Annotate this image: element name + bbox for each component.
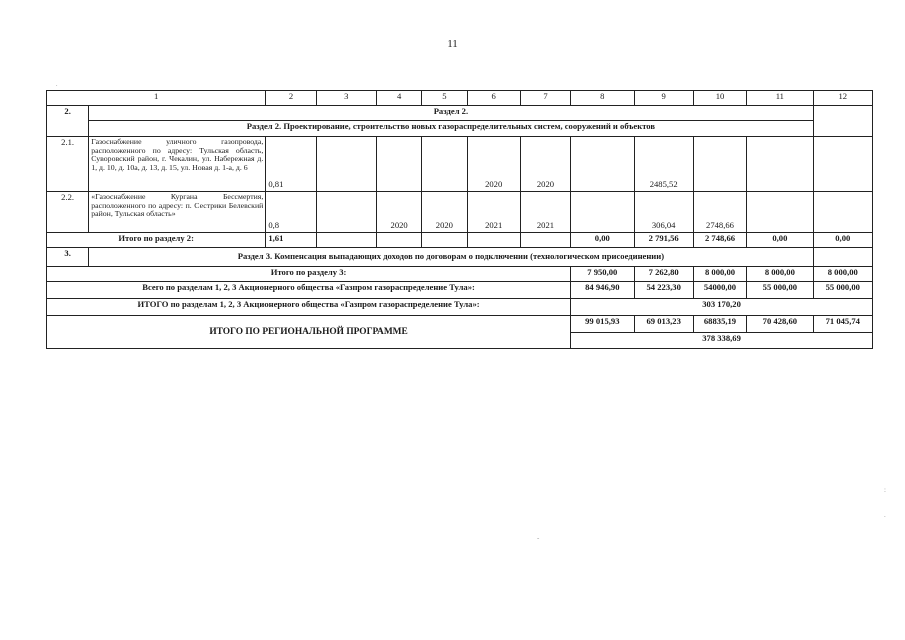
sections-123-grand-total-value: 303 170,20 xyxy=(571,299,873,316)
col-header-1: 1 xyxy=(47,91,266,106)
section-2-total-col-10: 2 748,66 xyxy=(693,233,746,248)
section-3-number: 3. xyxy=(47,248,89,267)
row-col-11 xyxy=(747,137,813,192)
sections-123-total-col-8: 84 946,90 xyxy=(571,282,634,299)
sections-123-total-row xyxy=(47,282,873,299)
row-col-9: 306,04 xyxy=(634,192,693,233)
section-2-total-col-9: 2 791,56 xyxy=(634,233,693,248)
row-description: «Газоснабжение Кургана Бессмертия, расположенного по адресу: п. Сестрики Белевский район, Тульская область» xyxy=(89,192,266,233)
section-2-row xyxy=(47,106,873,121)
col-header-11: 11 xyxy=(747,91,813,106)
row-length: 0,8 xyxy=(266,192,316,233)
sections-123-grand-total-row xyxy=(47,299,873,316)
page-number: 11 xyxy=(447,38,458,50)
section-2-subtitle: Раздел 2. Проектирование, строительство новых газораспределительных систем, сооружений и объектов xyxy=(89,121,813,137)
col-header-6: 6 xyxy=(467,91,520,106)
scan-mark: : xyxy=(884,486,886,494)
section-2-number: 2. xyxy=(47,106,89,137)
row-col-7: 2021 xyxy=(520,192,570,233)
section-3-total-row xyxy=(47,267,873,282)
sections-123-total-col-12: 55 000,00 xyxy=(813,282,872,299)
section-3-total-col-12: 8 000,00 xyxy=(813,267,872,282)
row-description: Газоснабжение уличного газопровода, расположенного по адресу: Тульская область, Суворовский район, г. Чекалин, ул. Набережная д. 1, д. 10, д. 10а, д. 13, д. 15, ул. Новая д. 1-а, д. 6 xyxy=(89,137,266,192)
row-col-11 xyxy=(747,192,813,233)
row-col-10: 2748,66 xyxy=(693,192,746,233)
empty-cell xyxy=(376,233,421,248)
section-2-title: Раздел 2. xyxy=(89,106,813,121)
empty-cell xyxy=(422,233,467,248)
empty-cell xyxy=(467,233,520,248)
sections-123-grand-total-label: ИТОГО по разделам 1, 2, 3 Акционерного общества «Газпром газораспределение Тула»: xyxy=(47,299,571,316)
regional-program-total-label: ИТОГО ПО РЕГИОНАЛЬНОЙ ПРОГРАММЕ xyxy=(47,316,571,349)
col-header-10: 10 xyxy=(693,91,746,106)
empty-cell xyxy=(813,248,872,267)
row-col-10 xyxy=(693,137,746,192)
col-header-8: 8 xyxy=(571,91,634,106)
regional-total-col-9: 69 013,23 xyxy=(634,316,693,333)
col-header-9: 9 xyxy=(634,91,693,106)
row-col-12 xyxy=(813,137,872,192)
row-col-9: 2485,52 xyxy=(634,137,693,192)
table-row xyxy=(47,137,873,192)
section-3-total-label: Итого по разделу 3: xyxy=(47,267,571,282)
section-2-total-label: Итого по разделу 2: xyxy=(47,233,266,248)
row-col-7: 2020 xyxy=(520,137,570,192)
row-col-8 xyxy=(571,192,634,233)
regional-total-col-11: 70 428,60 xyxy=(747,316,813,333)
col-header-3: 3 xyxy=(316,91,376,106)
empty-cell xyxy=(520,233,570,248)
section-2-total-col-12: 0,00 xyxy=(813,233,872,248)
col-header-7: 7 xyxy=(520,91,570,106)
section-2-total-col-8: 0,00 xyxy=(571,233,634,248)
section-3-total-col-11: 8 000,00 xyxy=(747,267,813,282)
col-header-2: 2 xyxy=(266,91,316,106)
section-3-title: Раздел 3. Компенсация выпадающих доходов по договорам о подключении (технологическом присоединении) xyxy=(89,248,813,267)
section-2-subtitle-row xyxy=(47,121,873,137)
section-3-total-col-8: 7 950,00 xyxy=(571,267,634,282)
regional-program-total-row xyxy=(47,316,873,333)
row-col-5: 2020 xyxy=(422,192,467,233)
scan-mark: . xyxy=(884,511,886,519)
scan-mark: . xyxy=(56,82,58,88)
section-3-row xyxy=(47,248,873,267)
section-2-total-col-11: 0,00 xyxy=(747,233,813,248)
row-number: 2.2. xyxy=(47,192,89,233)
row-col-4 xyxy=(376,137,421,192)
row-col-6: 2020 xyxy=(467,137,520,192)
empty-cell xyxy=(316,233,376,248)
col-header-12: 12 xyxy=(813,91,872,106)
regional-total-col-8: 99 015,93 xyxy=(571,316,634,333)
col-header-5: 5 xyxy=(422,91,467,106)
row-col-3 xyxy=(316,192,376,233)
sections-123-total-col-11: 55 000,00 xyxy=(747,282,813,299)
row-col-12 xyxy=(813,192,872,233)
row-col-6: 2021 xyxy=(467,192,520,233)
sections-123-total-col-10: 54000,00 xyxy=(693,282,746,299)
sections-123-total-col-9: 54 223,30 xyxy=(634,282,693,299)
regional-total-col-10: 68835,19 xyxy=(693,316,746,333)
section-3-total-col-10: 8 000,00 xyxy=(693,267,746,282)
regional-program-total-value: 378 338,69 xyxy=(571,333,873,349)
section-2-total-row xyxy=(47,233,873,248)
row-length: 0,81 xyxy=(266,137,316,192)
row-col-3 xyxy=(316,137,376,192)
row-col-8 xyxy=(571,137,634,192)
column-header-row xyxy=(47,91,873,106)
section-2-empty xyxy=(813,106,872,137)
scan-mark: - xyxy=(537,534,540,542)
row-number: 2.1. xyxy=(47,137,89,192)
row-col-4: 2020 xyxy=(376,192,421,233)
row-col-5 xyxy=(422,137,467,192)
col-header-4: 4 xyxy=(376,91,421,106)
sections-123-total-label: Всего по разделам 1, 2, 3 Акционерного общества «Газпром газораспределение Тула»: xyxy=(47,282,571,299)
regional-program-table xyxy=(46,90,873,349)
regional-total-col-12: 71 045,74 xyxy=(813,316,872,333)
table-row xyxy=(47,192,873,233)
section-3-total-col-9: 7 262,80 xyxy=(634,267,693,282)
section-2-total-length: 1,61 xyxy=(266,233,316,248)
